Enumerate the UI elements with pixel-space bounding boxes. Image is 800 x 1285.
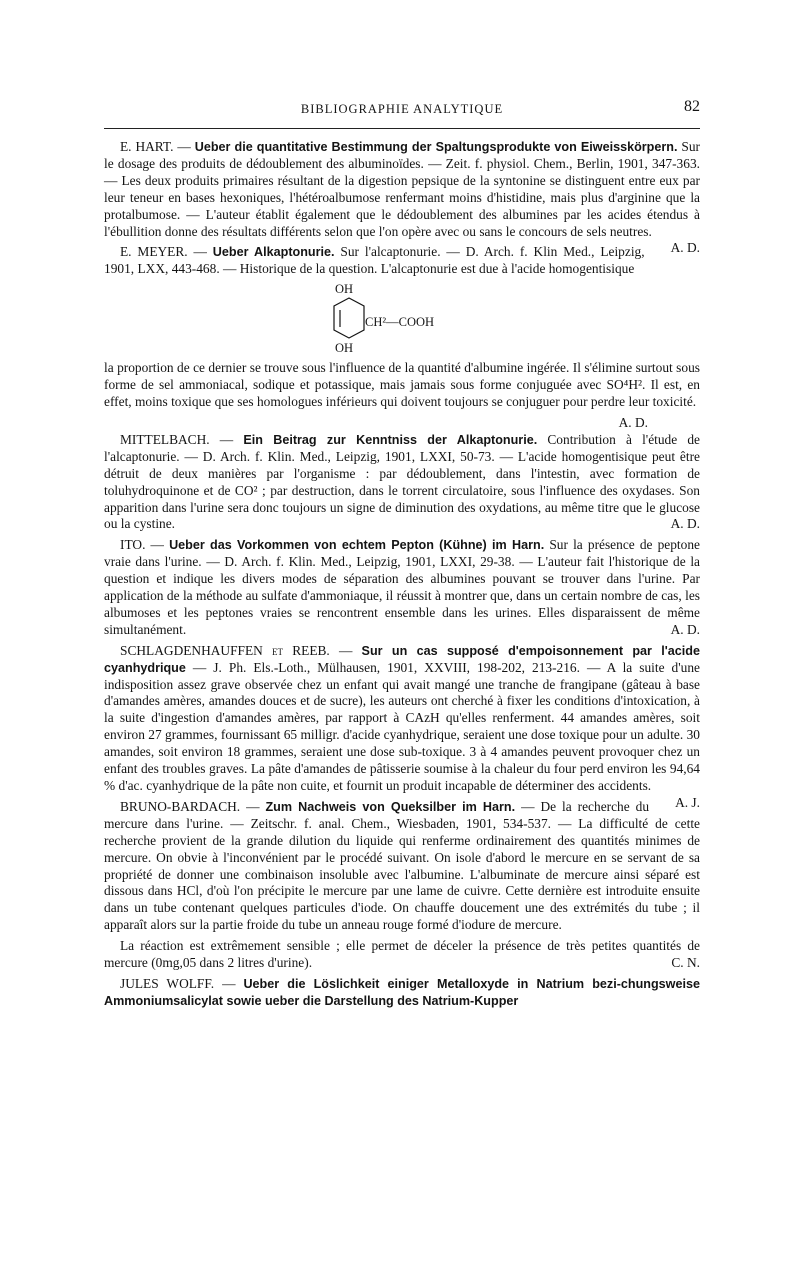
entry-author: MITTELBACH. xyxy=(120,431,210,447)
page xyxy=(104,100,700,1014)
entry-ito: ITO. — Ueber das Vorkommen von echtem Pepton (Kühne) im Harn. Sur la présence de peptone vraie dans l'urine. — D. Arch. f. Klin. Med., Leipzig, 1901, LXXI, 29-38. — L'auteur fait l'historique de la question et indique les divers modes de séparation des albumines pouvant se trouver dans l'urine. Par application de la méthode au sulfate d'ammoniaque, il réussit à montrer que, dans un certain nombre de cas, les albumoses et les peptones vraies se rencontrent ensemble dans les urines. Elles disparaissent de même simultanément. A. D. xyxy=(104,537,700,637)
entry-body: Sur la présence de peptone vraie dans l'urine. — D. Arch. f. Klin. Med., Leipzig, 1901, LXXI, 29-38. — L'auteur fait l'historique de la question et indique les divers modes de séparation des albumines pouvant se trouver dans l'urine. Par application de la méthode au sulfate d'ammoniaque, il réussit à montrer que, dans un certain nombre de cas, les albumoses et les peptones vraies se rencontrent ensemble dans les urines. Elles disparaissent de même simultanément. xyxy=(104,537,700,637)
entry-body: Contribution à l'étude de l'alcaptonurie. — D. Arch. f. Klin. Med., Leipzig, 1901, LXXI, 50-73. — L'acide homogentisique peut être détruit de deux manières par l'organisme : par dédoublement, dans l'intestin, avec formation de toluhydroquinone et de CO² ; par destruction, dans le torrent circulatoire, sous l'influence des oxydases. Son apparition dans l'urine sera donc toujours un signe de diminution des oxydations, au même titre que le glucose ou la cystine. xyxy=(104,431,700,532)
running-title: BIBLIOGRAPHIE ANALYTIQUE xyxy=(300,102,504,116)
formula-side-chain: CH²—COOH xyxy=(365,315,435,330)
entry-mittelbach: MITTELBACH. — Ein Beitrag zur Kenntniss der Alkaptonurie. Contribution à l'étude de l'alcaptonurie. — D. Arch. f. Klin. Med., Leipzig, 1901, LXXI, 50-73. — L'acide homogentisique peut être détruit de deux manières par l'organisme : par dédoublement, dans l'intestin, avec formation de toluhydroquinone et de CO² ; par destruction, dans le torrent circulatoire, sous l'influence des oxydases. Son apparition dans l'urine sera donc toujours un signe de diminution des oxydations, au même titre que le glucose ou la cystine. A. D. xyxy=(104,431,700,532)
entry-body: Sur l'alcaptonurie. — D. Arch. f. Klin Med., Leipzig, 1901, LXX, 443-468. — Historique de la question. L'alcaptonurie est due à l'acide homogentisique xyxy=(104,244,645,277)
entry-title: Ueber die Löslichkeit einiger Metalloxyde in Natrium bezi-chungsweise Ammoniumsalicylat sowie ueber die Darstellung des Natrium-Kupper xyxy=(104,976,700,1008)
page-header xyxy=(104,100,700,124)
entry-body-continued: la proportion de ce dernier se trouve sous l'influence de la quantité d'albumine ingérée. Il s'élimine surtout sous forme de sel ammoniacal, sodique et potassique, mais jamais sous forme conjuguée avec SO⁴H². Il est, en effet, moins toxique que ses homologues inférieurs qui doivent toujours se conjuguer pour perdre leur toxicité. xyxy=(104,360,700,410)
header-rule xyxy=(104,128,700,129)
entry-signature: A. D. xyxy=(670,240,700,256)
entry-schlagdenhauffen: SCHLAGDENHAUFFEN et REEB. — Sur un cas supposé d'empoisonnement par l'acide cyanhydrique — J. Ph. Els.-Loth., Mülhausen, 1901, XXVIII, 198-202, 213-216. — A la suite d'une indisposition assez grave observée chez un enfant qui avait mangé une tranche de frangipane (gâteau à base d'amandes amères, amandes douces et de sucre), les auteurs ont cherché à fixer les conditions d'intoxication, à la suite d'ingestion d'amandes amères, par rapport à CAzH qu'elles renferment. 44 amandes amères, soit environ 27 grammes, fournissant 65 milligr. d'acide cyanhydrique, seraient une dose toxique pour un adulte. 30 amandes, soit environ 18 grammes, seraient une dose sub-toxique. 3 à 4 amandes peuvent provoquer chez un enfant des troubles graves. La pâte d'amandes de pâtisserie soumise à la chaleur du four perd environ les 94,64 % d'ac. cyanhydrique de la pâte non cuite, et fournit un produit incapable de déterminer des accidents. A. J. xyxy=(104,642,700,810)
entry-bruno-bardach-continued xyxy=(104,938,700,972)
entry-hart: E. HART. — Ueber die quantitative Bestimmung der Spaltungsprodukte von Eiweisskörpern. Sur le dosage des produits de dédoublement des albuminoïdes. — Zeit. f. physiol. Chem., Berlin, 1901, 347-363. — Les deux produits primaires résultant de la digestion pepsique de la syntonine se distinguent entre eux par leur teneur en bases hexoniques, l'hétéroalbumose renfermant moins d'histidine, mais plus d'arginine que la protalbumose. — L'auteur établit également que le dédoublement des albumines par les acides étendus à l'ébullition donne des résultats différents selon que l'on opère avec ou sans le concours de sels neutres. A. D. xyxy=(104,139,701,256)
formula-top-group: OH xyxy=(335,282,354,297)
entry-signature: A. D. xyxy=(670,516,700,532)
entry-author: SCHLAGDENHAUFFEN et REEB. xyxy=(120,642,330,658)
entry-signature: A. J. xyxy=(675,794,700,810)
entry-title: Ueber Alkaptonurie. xyxy=(212,245,335,260)
entry-author: ITO. xyxy=(120,537,146,553)
entry-signature: A. D. xyxy=(670,621,700,637)
entry-body-continued: La réaction est extrêmement sensible ; elle permet de déceler la présence de très petites quantités de mercure (0mg,05 dans 2 litres d'urine). xyxy=(104,938,700,971)
entry-title: Ein Beitrag zur Kenntniss der Alkaptonurie. xyxy=(243,432,538,447)
entry-meyer: E. MEYER. — Ueber Alkaptonurie. Sur l'alcaptonurie. — D. Arch. f. Klin Med., Leipzig, 1901, LXX, 443-468. — Historique de la question. L'alcaptonurie est due à l'acide homogentisique xyxy=(104,244,645,277)
entry-body: — J. Ph. Els.-Loth., Mülhausen, 1901, XXVIII, 198-202, 213-216. — A la suite d'une indisposition assez grave observée chez un enfant qui avait mangé une tranche de frangipane (gâteau à base d'amandes amères, amandes douces et de sucre), les auteurs ont cherché à fixer les conditions d'intoxication, à la suite d'ingestion d'amandes amères, par rapport à CAzH qu'elles renferment. 44 amandes amères, soit environ 27 grammes, fournissant 65 milligr. d'acide cyanhydrique, seraient une dose toxique pour un adulte. 30 amandes, soit environ 18 grammes, seraient une dose sub-toxique. 3 à 4 amandes peuvent provoquer chez un enfant des troubles graves. La pâte d'amandes de pâtisserie soumise à la chaleur du four perd environ les 94,64 % d'ac. cyanhydrique de la pâte non cuite, et fournit un produit incapable de déterminer des accidents. xyxy=(104,659,700,793)
benzene-ring xyxy=(334,298,364,338)
entry-title: Ueber das Vorkommen von echtem Pepton (Kühne) im Harn. xyxy=(169,538,545,553)
entry-author: E. HART. xyxy=(120,139,174,154)
entry-title: Ueber die quantitative Bestimmung der Spaltungsprodukte von Eiweisskörpern. xyxy=(194,140,678,154)
formula-bottom-group: OH xyxy=(335,341,354,356)
entry-title: Sur un cas supposé d'empoisonnement par l'acide cyanhydrique xyxy=(104,643,700,675)
entry-author: E. MEYER. xyxy=(120,244,188,260)
page-number: 82 xyxy=(684,98,700,115)
entry-signature: A. D. xyxy=(618,414,648,430)
benzene-ring-diagram xyxy=(104,282,700,358)
entry-signature: C. N. xyxy=(671,955,700,971)
entry-author: JULES WOLFF. xyxy=(120,975,215,991)
entry-body: Sur le dosage des produits de dédoublement des albuminoïdes. — Zeit. f. physiol. Chem., Berlin, 1901, 347-363. — Les deux produits primaires résultant de la digestion pepsique de la syntonine se distinguent entre eux par leur teneur en bases hexoniques, l'hétéroalbumose renfermant moins d'histidine, mais plus d'arginine que la protalbumose. — L'auteur établit également que le dédoublement des albumines par les acides étendus à l'ébullition donne des résultats différents selon que l'on opère avec ou sans le concours de sels neutres. xyxy=(104,139,701,239)
entry-meyer-continued xyxy=(104,360,700,411)
chemical-formula xyxy=(104,282,700,358)
entry-body: — De la recherche du mercure dans l'urine. — Zeitschr. f. anal. Chem., Wiesbaden, 1901, 534-537. — La difficulté de cette recherche provient de la grande dilution du liquide qui renferme ordinairement des quantités minimes de mercure. On obvie à l'inconvénient par le procédé suivant. On isole d'abord le mercure en se servant de sa propriété de donner une combinaison insoluble avec l'albumine. L'albuminate de mercure ainsi séparé est dissous dans HCl, d'où l'on précipite le mercure par une lame de cuivre. Cette dernière est introduite ensuite dans un tube contenant quelques particules d'iode. On chauffe doucement une des extrémités du tube ; il apparaît alors sur la partie froide du tube un anneau rouge formé d'iodure de mercure. xyxy=(104,798,700,933)
entry-title: Zum Nachweis von Queksilber im Harn. xyxy=(265,799,516,814)
entry-author: BRUNO-BARDACH. xyxy=(120,798,241,814)
entry-jules-wolff: JULES WOLFF. — Ueber die Löslichkeit einiger Metalloxyde in Natrium bezi-chungsweise Ammoniumsalicylat sowie ueber die Darstellung des Natrium-Kupper xyxy=(104,975,700,1008)
entry-bruno-bardach: BRUNO-BARDACH. — Zum Nachweis von Queksilber im Harn. — De la recherche du mercure dans l'urine. — Zeitschr. f. anal. Chem., Wiesbaden, 1901, 534-537. — La difficulté de cette recherche provient de la grande dilution du liquide qui renferme ordinairement des quantités minimes de mercure. On obvie à l'inconvénient par le procédé suivant. On isole d'abord le mercure en se servant de sa propriété de donner une combinaison insoluble avec l'albumine. L'albuminate de mercure ainsi séparé est dissous dans HCl, d'où l'on précipite le mercure par une lame de cuivre. Cette dernière est introduite ensuite dans un tube contenant quelques particules d'iode. On chauffe doucement une des extrémités du tube ; il apparaît alors sur la partie froide du tube un anneau rouge formé d'iodure de mercure. xyxy=(104,798,700,933)
